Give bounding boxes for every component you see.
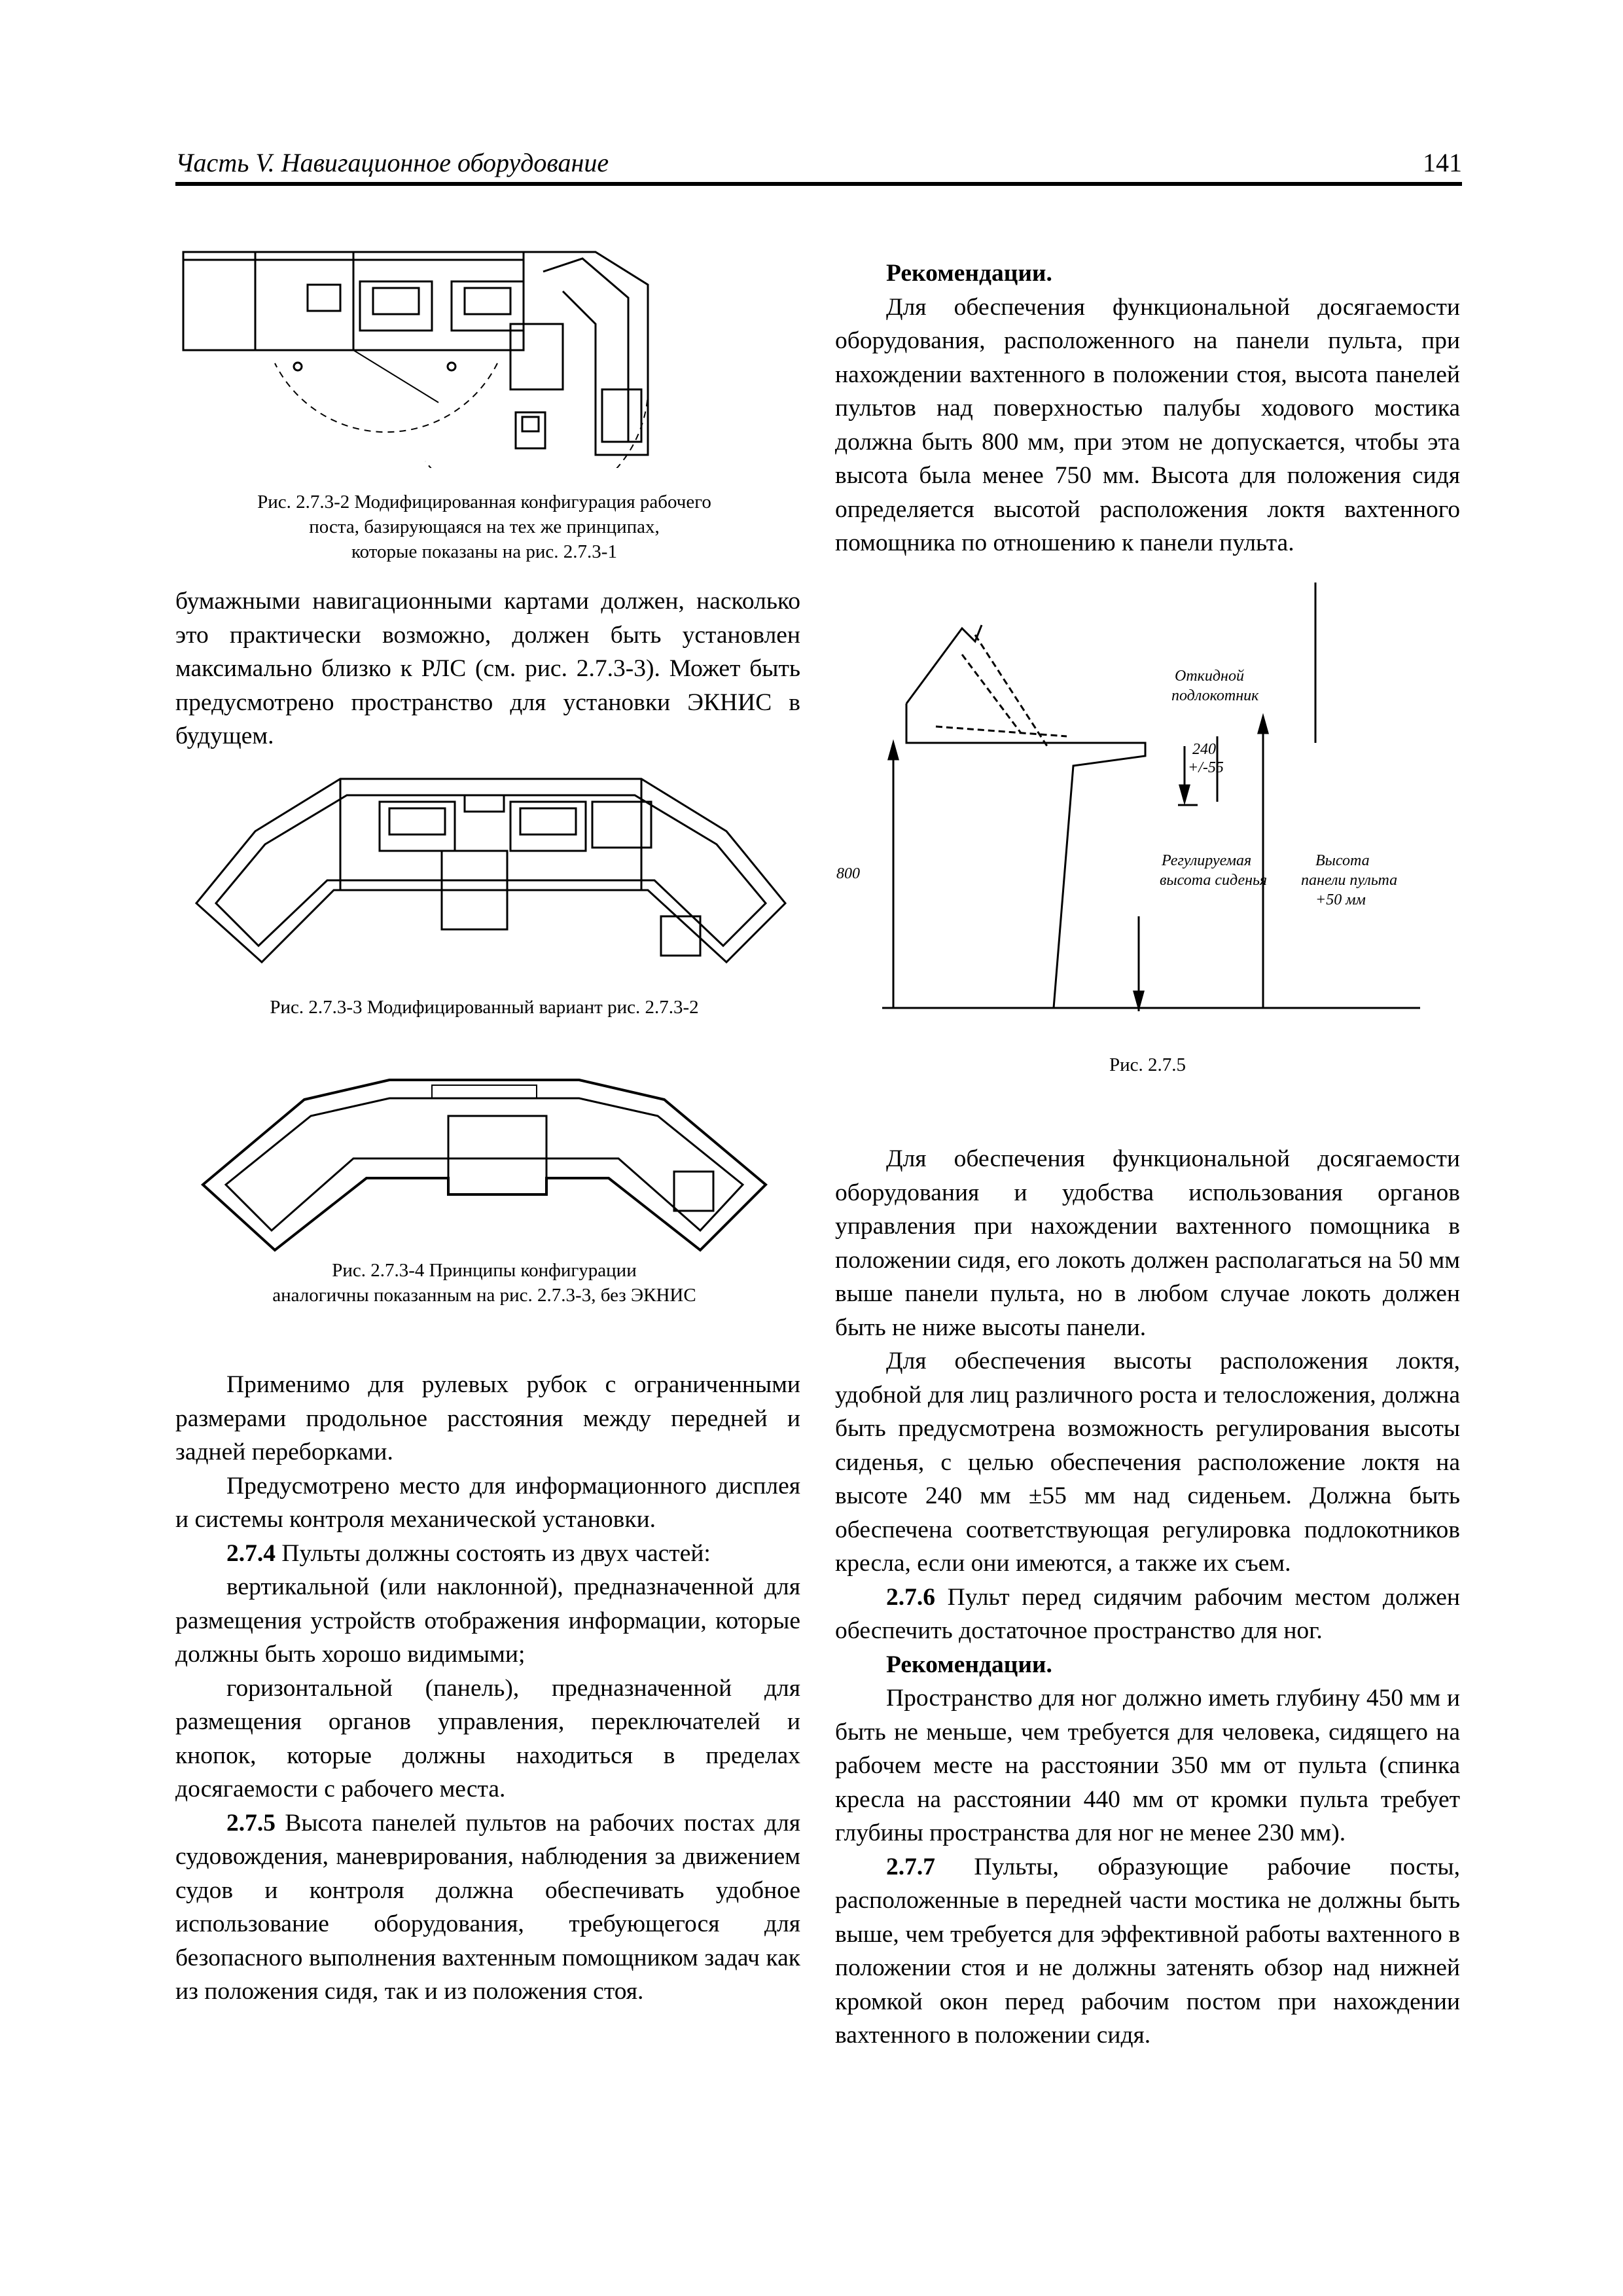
figure-2-7-3-3 [190, 759, 792, 1001]
page-header [175, 145, 1462, 186]
running-title: Часть V. Навигационное оборудование [175, 148, 609, 177]
left-column-bottom [175, 1368, 800, 2009]
caption-line: Рис. 2.7.3-4 Принципы конфигурации [332, 1260, 637, 1281]
clause-number: 2.7.5 [226, 1809, 276, 1837]
caption-line: Рис. 2.7.3-2 Модифицированная конфигурация рабочего [257, 492, 711, 512]
seat-label-line-1: Регулируемая [1162, 852, 1252, 869]
figure-2-7-3-2-caption [177, 490, 792, 564]
figure-2-7-3-4 [190, 1073, 792, 1263]
figure-2-7-5-caption: Рис. 2.7.5 [1109, 1054, 1186, 1075]
figure-2-7-3-2 [177, 245, 792, 468]
figure-2-7-5 [831, 576, 1459, 1021]
clause-number: 2.7.7 [886, 1853, 935, 1880]
paragraph: Для обеспечения функциональной досягаемости оборудования и удобства использования органов управления при нахождении вахтенного помощника в положении сидя, его локоть должен располагаться на 50 мм выше панели пульта, но в любом случае локоть должен быть не ниже высоты панели. [835, 1145, 1460, 1341]
paragraph: Пространство для ног должно иметь глубину 450 мм и быть не меньше, чем требуется для человека, сидящего на рабочем месте на расстоянии 350 мм от пульта (спинка кресла на расстоянии 440 мм от кромки пульта требует глубины пространства для ног не менее 230 мм). [835, 1685, 1460, 1846]
paragraph: вертикальной (или наклонной), предназначенной для размещения устройств отображения информации, которые должны быть хорошо видимыми; [175, 1573, 800, 1668]
paragraph: Для обеспечения функциональной досягаемости оборудования, расположенного на панели пульта, при нахождении вахтенного в положении стоя, высота панелей пультов над поверхностью палубы ходового мостика должна быть 800 мм, при этом не допускается, чтобы эта высота была менее 750 мм. Высота для положения сидя определяется высотой расположения локтя вахтенного помощника по отношению к панели пульта. [835, 293, 1460, 556]
seat-label-line-2: высота сиденья [1160, 872, 1268, 889]
right-column-top [835, 257, 1460, 560]
panel-label-line-1: Высота [1315, 852, 1370, 869]
right-column-bottom [835, 1142, 1460, 2053]
paragraph: бумажными навигационными картами должен, насколько это практически возможно, должен быть установлен максимально близко к РЛС (см. рис. 2.7.3-3). Может быть предусмотрено пространство для установки ЭКНИС в будущем. [175, 588, 800, 749]
clause-number: 2.7.4 [226, 1539, 276, 1567]
clause-text: Пульты должны состоять из двух частей: [276, 1539, 711, 1567]
paragraph: Для обеспечения высоты расположения локтя, удобной для лиц различного роста и телосложения, должна быть предусмотрена возможность регулирования высоты сиденья, с целью обеспечения расположение локтя на высоте 240 мм ±55 мм над сиденьем. Должна быть обеспечена соответствующая регулировка подлокотников кресла, если они имеются, а также их съем. [835, 1348, 1460, 1577]
clause-text: Пульты, образующие рабочие посты, расположенные в передней части мостика не должны быть выше, чем требуется для эффективной работы вахтенного в положении стоя и не должны затенять обзор над нижней кромкой окон перед рабочим постом при нахождении вахтенного в положении сидя. [835, 1853, 1460, 2049]
paragraph [175, 1537, 800, 1571]
clause-text: Высота панелей пультов на рабочих постах для судовождения, маневрирования, наблюдения за движением судов и контроля должна обеспечивать удобное использование оборудования, требующегося для безопасного выполнения вахтенным помощником задач как из положения сидя, так и из положения стоя. [175, 1809, 800, 2005]
recommendations-heading: Рекомендации. [886, 260, 1052, 287]
dim-800-label: 800 [836, 865, 860, 882]
figure-2-7-3-4-caption [177, 1258, 792, 1308]
dim-tolerance-label: +/-55 [1188, 759, 1224, 776]
panel-label-line-2: панели пульта [1301, 872, 1398, 889]
paragraph: Применимо для рулевых рубок с ограниченными размерами продольное расстояния между передней и задней переборками. [175, 1371, 800, 1465]
clause-number: 2.7.6 [886, 1583, 935, 1611]
caption-line: поста, базирующаяся на тех же принципах, [309, 516, 660, 537]
left-column-top [175, 584, 800, 753]
armrest-label-line-1: Откидной [1175, 668, 1244, 685]
caption-line: аналогичны показанным на рис. 2.7.3-3, без ЭКНИС [272, 1285, 696, 1306]
paragraph [175, 1806, 800, 2009]
paragraph: Предусмотрено место для информационного дисплея и системы контроля механической установки. [175, 1472, 800, 1533]
paragraph [835, 1850, 1460, 2053]
page-number: 141 [1423, 148, 1462, 177]
armrest-label-line-2: подлокотник [1171, 687, 1259, 704]
dim-240-label: 240 [1192, 741, 1216, 758]
caption-line: которые показаны на рис. 2.7.3-1 [351, 541, 617, 562]
recommendations-heading: Рекомендации. [886, 1651, 1052, 1678]
panel-label-line-3: +50 мм [1315, 891, 1366, 908]
clause-text: Пульт перед сидячим рабочим местом должен обеспечить достаточное пространство для ног. [835, 1583, 1460, 1644]
figure-2-7-3-3-caption: Рис. 2.7.3-3 Модифицированный вариант рис. 2.7.3-2 [270, 997, 699, 1018]
paragraph: горизонтальной (панель), предназначенной для размещения органов управления, переключателей и кнопок, которые должны находиться в пределах досягаемости с рабочего места. [175, 1674, 800, 1803]
paragraph [835, 1581, 1460, 1648]
